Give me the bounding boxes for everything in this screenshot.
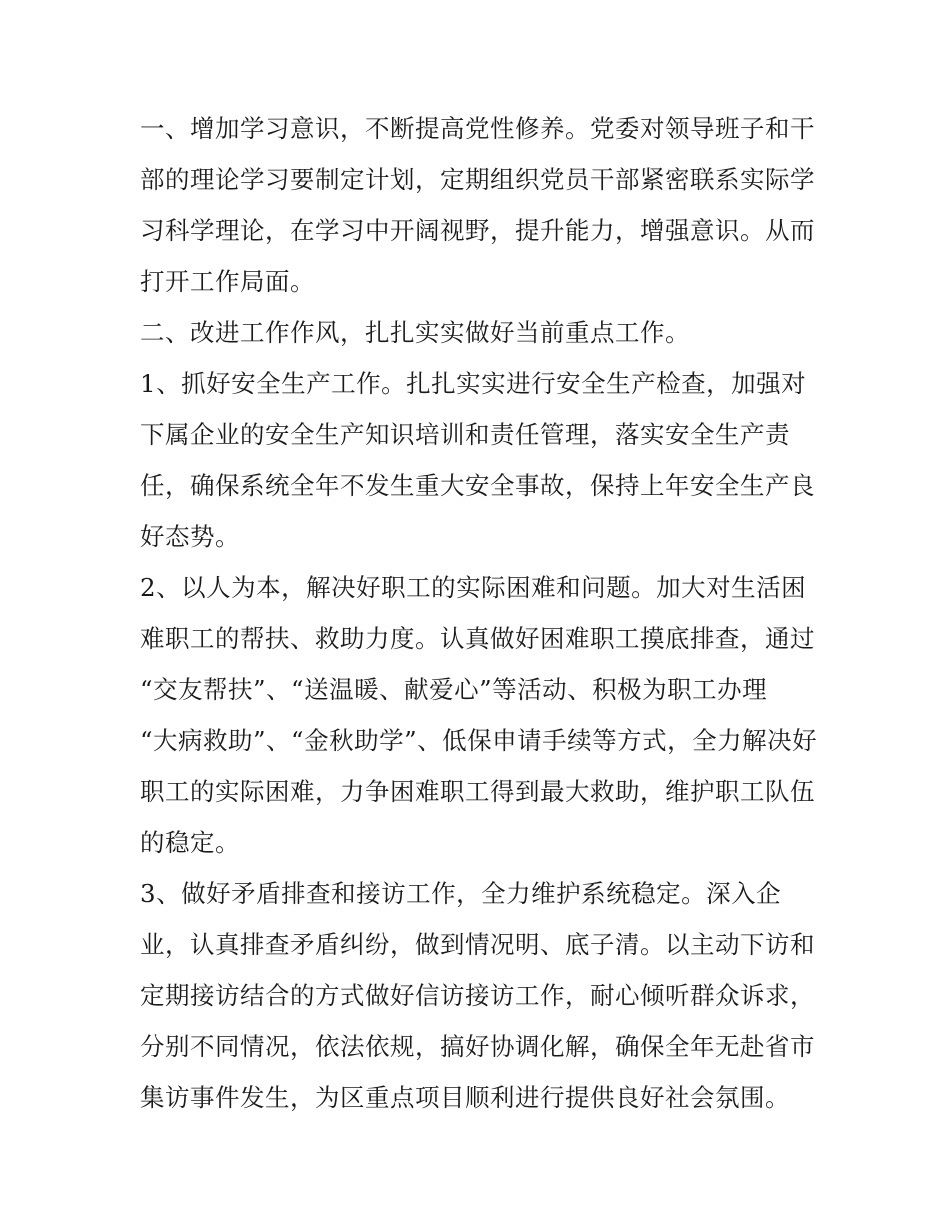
text-line: 一、增加学习意识，不断提高党性修养。党委对领导班子和干 <box>140 114 815 143</box>
text-line: 习科学理论，在学习中开阔视野，提升能力，增强意识。从而 <box>140 216 815 245</box>
section-heading: 二、改进工作作风，扎扎实实做好当前重点工作。 <box>140 318 690 347</box>
text-line: 职工的实际困难，力争困难职工得到最大救助，维护职工队伍 <box>140 777 815 806</box>
text-line: 好态势。 <box>140 522 240 551</box>
text-line: 部的理论学习要制定计划，定期组织党员干部紧密联系实际学 <box>140 165 815 194</box>
text-line: “大病救助”、“金秋助学”、低保申请手续等方式，全力解决好 <box>140 726 818 755</box>
text-line: 定期接访结合的方式做好信访接访工作，耐心倾听群众诉求， <box>140 981 815 1010</box>
text-line: “交友帮扶”、“送温暖、献爱心”等活动、积极为职工办理 <box>140 675 768 704</box>
text-line: 1、抓好安全生产工作。扎扎实实进行安全生产检查，加强对 <box>140 369 807 398</box>
text-line: 的稳定。 <box>140 828 240 857</box>
text-line: 集访事件发生，为区重点项目顺利进行提供良好社会氛围。 <box>140 1083 790 1112</box>
text-line: 分别不同情况，依法依规，搞好协调化解，确保全年无赴省市 <box>140 1032 815 1061</box>
text-line: 下属企业的安全生产知识培训和责任管理，落实安全生产责 <box>140 420 790 449</box>
text-line: 业，认真排查矛盾纠纷，做到情况明、底子清。以主动下访和 <box>140 930 815 959</box>
text-line: 任，确保系统全年不发生重大安全事故，保持上年安全生产良 <box>140 471 815 500</box>
document-body <box>140 103 830 1123</box>
text-line: 3、做好矛盾排查和接访工作，全力维护系统稳定。深入企 <box>140 879 782 908</box>
text-line: 打开工作局面。 <box>140 267 315 296</box>
text-line: 难职工的帮扶、救助力度。认真做好困难职工摸底排查，通过 <box>140 624 815 653</box>
text-line: 2、以人为本，解决好职工的实际困难和问题。加大对生活困 <box>140 573 807 602</box>
